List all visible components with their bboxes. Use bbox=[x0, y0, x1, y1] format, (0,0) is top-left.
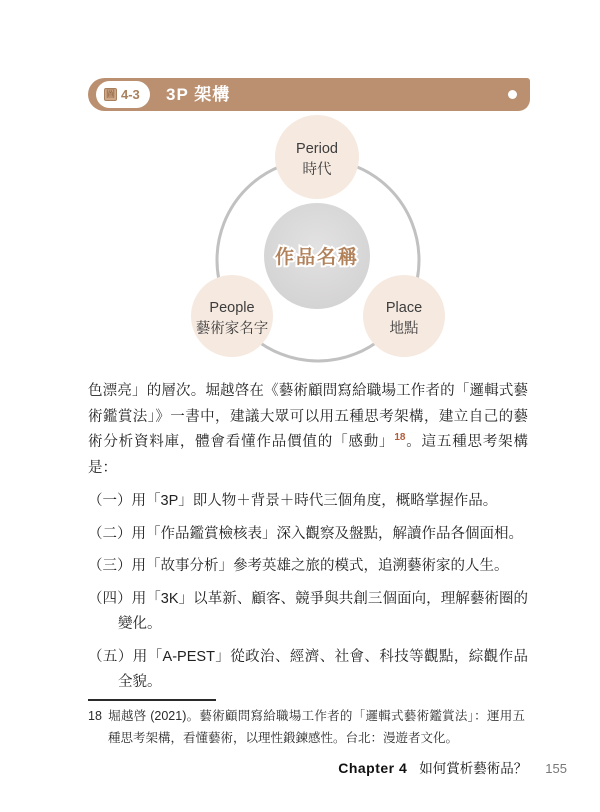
list-item bbox=[88, 489, 528, 515]
footnote-number: 18 bbox=[88, 709, 102, 723]
paragraph-text-before-ref: 色漂亮」的層次。堀越啓在《藝術顧問寫給職場工作者的「邏輯式藝術鑑賞法」》一書中，建議大眾可以用五種思考架構，建立自己的藝術分析資料庫，體會看懂作品價值的「感動」 bbox=[88, 383, 528, 450]
period-label-zh: 時代 bbox=[302, 162, 332, 178]
place-circle bbox=[363, 275, 445, 357]
footer-page-number: 155 bbox=[545, 761, 567, 776]
footnote bbox=[88, 705, 525, 749]
list-item bbox=[88, 587, 528, 638]
list-text: 用「作品鑑賞檢核表」深入觀察及盤點，解讀作品各個面相。 bbox=[131, 525, 523, 542]
center-label: 作品名稱 bbox=[274, 247, 360, 268]
list-marker: （二） bbox=[88, 525, 132, 542]
people-label-en: People bbox=[209, 300, 255, 316]
list-item bbox=[88, 645, 528, 696]
footer-chapter-title: 如何賞析藝術品？ bbox=[419, 761, 528, 776]
list-item bbox=[88, 554, 528, 580]
page-footer bbox=[338, 757, 567, 777]
list-item bbox=[88, 522, 528, 548]
place-label-en: Place bbox=[385, 300, 423, 316]
paragraph-text-after-ref: 。這五種思考架構是： bbox=[88, 434, 529, 476]
figure-icon: 圖 bbox=[105, 89, 115, 99]
list-marker: （五） bbox=[88, 648, 133, 665]
footnote-divider bbox=[88, 699, 216, 701]
list-text: 用「3P」即人物＋背景＋時代三個角度，概略掌握作品。 bbox=[131, 493, 498, 509]
figure-number: 4-3 bbox=[121, 87, 140, 102]
people-circle bbox=[191, 275, 273, 357]
body-text bbox=[88, 379, 528, 703]
figure-title: 3P 架構 bbox=[166, 85, 231, 104]
framework-list bbox=[88, 489, 528, 696]
list-text: 用「故事分析」參考英雄之旅的模式，追溯藝術家的人生。 bbox=[131, 558, 509, 574]
list-text: 用「A-PEST」從政治、經濟、社會、科技等觀點，綜觀作品全貌。 bbox=[118, 648, 529, 690]
footer-chapter-label: Chapter 4 bbox=[338, 760, 408, 776]
list-marker: （三） bbox=[88, 558, 132, 574]
intro-paragraph bbox=[88, 379, 528, 481]
period-circle bbox=[275, 115, 359, 199]
period-label-en: Period bbox=[296, 141, 338, 157]
footnote-ref-18: 18 bbox=[394, 432, 406, 444]
list-marker: （四） bbox=[88, 590, 132, 607]
footnote-text: 堀越啓 (2021)。藝術顧問寫給職場工作者的「邏輯式藝術鑑賞法」：運用五種思考架構，看懂藝術，以理性鍛鍊感性。台北：漫遊者文化。 bbox=[107, 709, 525, 745]
3p-diagram bbox=[0, 0, 600, 380]
place-label-zh: 地點 bbox=[389, 321, 419, 337]
people-label-zh: 藝術家名字 bbox=[195, 321, 269, 337]
list-marker: （一） bbox=[88, 493, 132, 509]
list-text: 用「3K」以革新、顧客、競爭與共創三個面向，理解藝術圈的變化。 bbox=[118, 590, 529, 632]
